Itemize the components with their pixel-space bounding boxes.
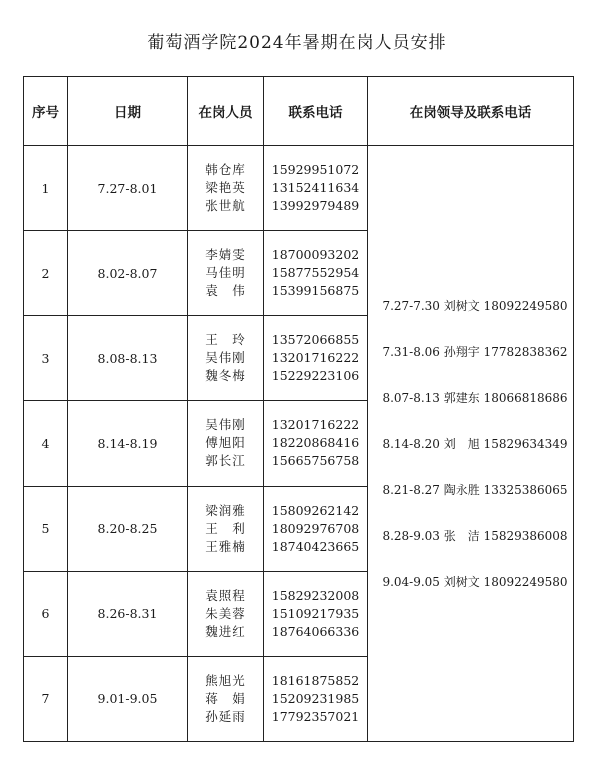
date-cell: 7.27-8.01 <box>68 146 188 231</box>
phone-number: 15665756758 <box>271 453 360 469</box>
header-staff: 在岗人员 <box>188 77 264 146</box>
header-leader: 在岗领导及联系电话 <box>368 77 574 146</box>
staff-name: 袁照程 <box>205 587 246 603</box>
date-cell: 8.02-8.07 <box>68 231 188 316</box>
staff-cell <box>188 401 264 486</box>
staff-name: 傅旭阳 <box>205 435 246 451</box>
header-date: 日期 <box>68 77 188 146</box>
header-seq: 序号 <box>24 77 68 146</box>
phone-cell <box>264 656 368 741</box>
header-row <box>24 77 574 146</box>
phone-cell <box>264 231 368 316</box>
seq-cell: 7 <box>24 656 68 741</box>
header-phone: 联系电话 <box>264 77 368 146</box>
phone-number: 18740423665 <box>271 538 360 554</box>
phone-number: 15209231985 <box>271 690 360 706</box>
phone-number: 18764066336 <box>271 623 360 639</box>
date-cell: 8.08-8.13 <box>68 316 188 401</box>
leader-cell <box>368 146 574 742</box>
leader-entry: 8.28-9.03 张 洁 15829386008 <box>382 528 568 543</box>
page-title: 葡萄酒学院2024年暑期在岗人员安排 <box>147 33 447 53</box>
phone-number: 13572066855 <box>271 332 360 348</box>
staff-cell <box>188 656 264 741</box>
seq-cell: 5 <box>24 486 68 571</box>
staff-name: 熊旭光 <box>205 672 246 688</box>
staff-name: 张世航 <box>205 198 246 214</box>
seq-cell: 6 <box>24 571 68 656</box>
phone-number: 18161875852 <box>271 672 360 688</box>
staff-cell <box>188 146 264 231</box>
staff-name: 韩仓库 <box>205 162 246 178</box>
phone-cell <box>264 316 368 401</box>
leader-entry: 8.07-8.13 郭建东 18066818686 <box>382 390 568 405</box>
staff-name: 袁 伟 <box>205 283 246 299</box>
seq-cell: 4 <box>24 401 68 486</box>
phone-number: 13201716222 <box>271 417 360 433</box>
phone-number: 13152411634 <box>271 180 360 196</box>
date-cell: 9.01-9.05 <box>68 656 188 741</box>
staff-name: 魏进红 <box>205 623 246 639</box>
phone-number: 18700093202 <box>271 247 360 263</box>
phone-number: 18220868416 <box>271 435 360 451</box>
phone-number: 15929951072 <box>271 162 360 178</box>
phone-cell <box>264 401 368 486</box>
phone-number: 15877552954 <box>271 265 360 281</box>
phone-number: 15829232008 <box>271 587 360 603</box>
staff-name: 朱美蓉 <box>205 605 246 621</box>
seq-cell: 2 <box>24 231 68 316</box>
phone-cell <box>264 571 368 656</box>
staff-name: 王 玲 <box>205 332 246 348</box>
staff-name: 吴伟刚 <box>205 417 246 433</box>
seq-cell: 3 <box>24 316 68 401</box>
staff-name: 郭长江 <box>205 453 246 469</box>
leader-entry: 8.21-8.27 陶永胜 13325386065 <box>382 482 568 497</box>
staff-name: 吴伟刚 <box>205 350 246 366</box>
phone-number: 13992979489 <box>271 198 360 214</box>
date-cell: 8.14-8.19 <box>68 401 188 486</box>
phone-number: 15809262142 <box>271 502 360 518</box>
phone-cell <box>264 486 368 571</box>
staff-name: 王雅楠 <box>205 538 246 554</box>
phone-number: 15109217935 <box>271 605 360 621</box>
staff-name: 梁艳英 <box>205 180 246 196</box>
staff-name: 李婧雯 <box>205 247 246 263</box>
staff-name: 梁润雅 <box>205 502 246 518</box>
staff-cell <box>188 486 264 571</box>
staff-name: 蒋 娟 <box>205 690 246 706</box>
staff-name: 马佳明 <box>205 265 246 281</box>
staff-cell <box>188 316 264 401</box>
phone-number: 18092976708 <box>271 520 360 536</box>
staff-cell <box>188 571 264 656</box>
seq-cell: 1 <box>24 146 68 231</box>
table-row <box>24 146 574 231</box>
schedule-table <box>23 76 574 742</box>
staff-cell <box>188 231 264 316</box>
phone-number: 13201716222 <box>271 350 360 366</box>
leader-entry: 7.27-7.30 刘树文 18092249580 <box>382 298 568 313</box>
phone-number: 15399156875 <box>271 283 360 299</box>
date-cell: 8.20-8.25 <box>68 486 188 571</box>
phone-cell <box>264 146 368 231</box>
leader-entry: 8.14-8.20 刘 旭 15829634349 <box>382 436 568 451</box>
leader-entry: 7.31-8.06 孙翔宇 17782838362 <box>382 344 568 359</box>
phone-number: 17792357021 <box>271 708 360 724</box>
staff-name: 魏冬梅 <box>205 368 246 384</box>
phone-number: 15229223106 <box>271 368 360 384</box>
leader-entry: 9.04-9.05 刘树文 18092249580 <box>382 574 568 589</box>
staff-name: 王 利 <box>205 520 246 536</box>
staff-name: 孙延雨 <box>205 708 246 724</box>
date-cell: 8.26-8.31 <box>68 571 188 656</box>
